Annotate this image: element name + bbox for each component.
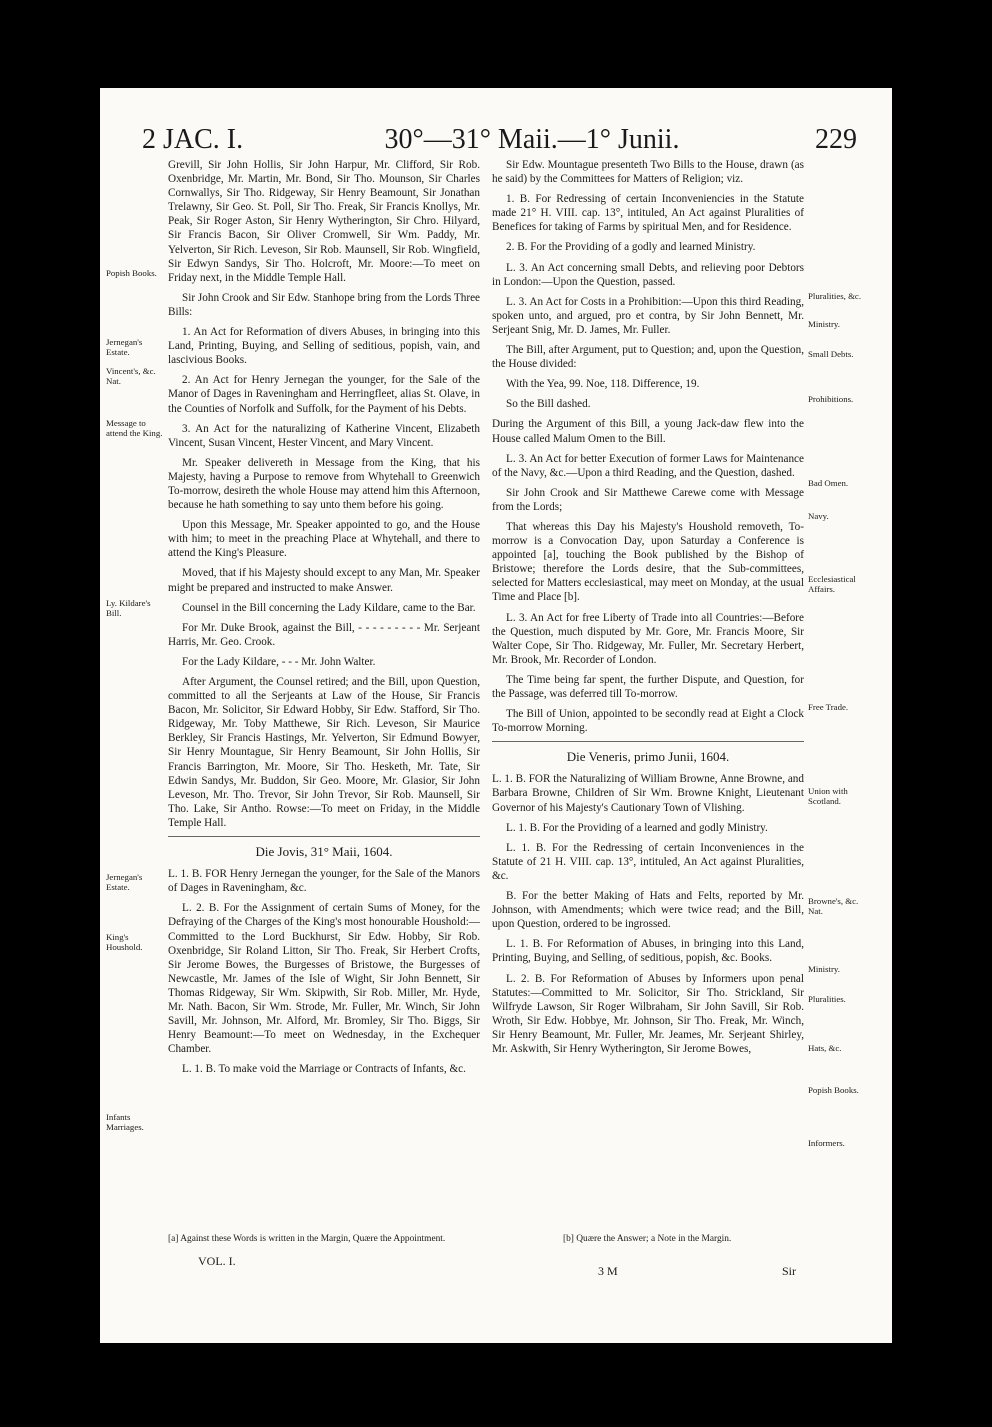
margin-note: Infants Marriages. — [106, 1112, 144, 1132]
paragraph: Sir John Crook and Sir Matthewe Carewe come with Message from the Lords; — [492, 486, 804, 513]
margin-note: Union with Scotland. — [808, 786, 848, 806]
paragraph: L. 3. An Act for better Execution of former Laws for Maintenance of the Navy, &c.—Upon a third Reading, and the Question, dashed. — [492, 452, 804, 479]
left-column-entries-2 — [168, 867, 480, 1076]
section-date: Die Veneris, primo Junii, 1604. — [566, 749, 730, 765]
paragraph: After Argument, the Counsel retired; and the Bill, upon Question, committed to all the Serjeants at Law of the House, Sir Francis Bacon, Mr. Solicitor, Sir Edward Hobby, Sir Edw. Stafford, Sir Tho. Ridgeway, Mr. Toby Matthewe, Sir Rich. Leveson, Sir Maurice Berkley, Sir Francis Hastings, Mr. Yelverton, Sir Edmund Bowyer, Sir Henry Mountague, Sir Henry Beamount, Sir John Hollis, Sir Francis Barrington, Mr. Moore, Sir Tho. Hesketh, Mr. Tate, Sir Edwin Sandys, Mr. Buddon, Sir Geo. Moore, Mr. Glasior, Sir John Leveson, Mr. Tho. Trevor, Sir John Trevor, Sir Rob. Maunsell, Sir Tho. Lake, Sir Antho. Rowse:—To meet on Friday, in the Middle Temple Hall. — [168, 676, 480, 829]
margin-note: Ly. Kildare's Bill. — [106, 598, 151, 618]
paragraph: During the Argument of this Bill, a young Jack-daw flew into the House called Malum Omen to the Bill. — [492, 418, 804, 445]
margin-note: Vincent's, &c. Nat. — [106, 366, 156, 386]
margin-note: Pluralities. — [808, 994, 846, 1004]
margin-note: King's Houshold. — [106, 932, 143, 952]
margin-note: Small Debts. — [808, 349, 854, 359]
paragraph: L. 1. B. To make void the Marriage or Contracts of Infants, &c. — [182, 1063, 466, 1076]
paragraph: For Mr. Duke Brook, against the Bill, - - - - - - - - - Mr. Serjeant Harris, Mr. Geo. Crook. — [168, 621, 480, 648]
footnote-a: [a] Against these Words is written in the Margin, Quære the Appointment. — [168, 1234, 446, 1244]
paragraph: L. 1. B. For the Providing of a learned and godly Ministry. — [506, 821, 768, 834]
margin-note: Browne's, &c. Nat. — [808, 896, 859, 916]
margin-note: Bad Omen. — [808, 478, 849, 488]
paragraph: Upon this Message, Mr. Speaker appointed to go, and the House with him; to meet in the preaching Place at Whytehall, and there to attend the King's Pleasure. — [168, 519, 480, 560]
running-head-left: 2 JAC. I. — [142, 124, 244, 155]
margin-note: Free Trade. — [808, 702, 849, 712]
paragraph: Moved, that if his Majesty should except to any Man, Mr. Speaker might be prepared and instructed to make Answer. — [168, 567, 480, 594]
paragraph: With the Yea, 99. Noe, 118. Difference, 19. — [506, 378, 700, 391]
paragraph: That whereas this Day his Majesty's Houshold removeth, To-morrow is a Convocation Day, upon Saturday a Conference is appointed [a], touching the Book published by the Bishop of Bristowe; therefore the Lords desire, that the Sub-committees, selected for Matters ecclesiastical, may meet on Monday, at the usual Time and Place [b]. — [492, 520, 804, 604]
paragraph: For the Lady Kildare, - - - Mr. John Walter. — [182, 655, 376, 668]
catchword: Sir — [782, 1264, 797, 1278]
paragraph: 1. B. For Redressing of certain Inconveniencies in the Statute made 21° H. VIII. cap. 13°, intituled, An Act against Pluralities of Benefices for taking of Farms by spiritual Men, and for Residence. — [492, 193, 804, 234]
left-column — [168, 158, 480, 1082]
margin-note: Popish Books. — [808, 1085, 859, 1095]
margin-note: Pluralities, &c. — [808, 291, 862, 301]
margin-note: Ministry. — [808, 964, 840, 974]
volume-mark: VOL. I. — [198, 1254, 236, 1268]
margin-note: Popish Books. — [106, 268, 157, 278]
margin-note: Jernegan's Estate. — [106, 872, 143, 892]
margin-note: Ministry. — [808, 319, 840, 329]
running-head-date: 30°—31° Maii.—1° Junii. — [384, 124, 680, 155]
document-page — [100, 88, 892, 1343]
right-column-entries — [492, 158, 804, 735]
margin-note: Informers. — [808, 1138, 845, 1148]
paragraph: The Bill of Union, appointed to be secondly read at Eight a Clock To-morrow Morning. — [492, 708, 804, 735]
paragraph: So the Bill dashed. — [506, 398, 591, 411]
margin-note: Hats, &c. — [808, 1043, 842, 1053]
section-rule — [168, 836, 480, 837]
paragraph: L. 1. B. FOR the Naturalizing of William Browne, Anne Browne, and Barbara Browne, Children of Sir Wm. Browne Knight, Lieutenant Governor of his Majesty's Cautionary Town of Vlishing. — [492, 773, 804, 814]
paragraph: L. 3. An Act concerning small Debts, and relieving poor Debtors in London:—Upon the Question, passed. — [492, 261, 804, 288]
page-number: 229 — [815, 124, 857, 155]
left-column-entries — [168, 158, 480, 830]
paragraph: 2. An Act for Henry Jernegan the younger, for the Sale of the Manor of Dages in Raveningham and Herringfleet, alias St. Olave, in the Counties of Norfolk and Suffolk, for the Payment of his Debts. — [168, 374, 480, 415]
margin-note: Ecclesiastical Affairs. — [808, 574, 856, 594]
margin-note: Jernegan's Estate. — [106, 337, 143, 357]
section-date: Die Jovis, 31° Maii, 1604. — [255, 844, 393, 860]
signature-mark: 3 M — [598, 1264, 618, 1278]
paragraph: Grevill, Sir John Hollis, Sir John Harpur, Mr. Clifford, Sir Rob. Oxenbridge, Mr. Martin, Mr. Bond, Sir Tho. Mounson, Sir Charles Cornwallys, Sir Tho. Ridgeway, Sir Henry Beamount, Sir Jonathan Trelawny, Sir Geo. St. Poll, Sir Tho. Freak, Sir Francis Knollys, Mr. Peak, Sir Roger Aston, Sir Henry Wytherington, Sir Chro. Hilyard, Sir Francis Bacon, Sir Oliver Cromwell, Sir Wm. Paddy, Mr. Yelverton, Sir Rich. Leveson, Sir Rob. Maunsell, Sir Rob. Wingfield, Sir Edwyn Sandys, Sir Tho. Holcroft, Mr. Moore:—To meet on Friday next, in the Middle Temple Hall. — [168, 159, 480, 284]
right-column-entries-2 — [492, 772, 804, 1056]
paragraph: L. 3. An Act for Costs in a Prohibition:—Upon this third Reading, spoken unto, and argued, pro et contra, by Sir John Bennett, Mr. Serjeant Snig, Mr. D. James, Mr. Fuller. — [492, 295, 804, 336]
paragraph: 2. B. For the Providing of a godly and learned Ministry. — [506, 241, 756, 254]
paragraph: B. For the better Making of Hats and Felts, reported by Mr. Johnson, with Amendments; which were twice read; and the Bill, upon Question, ordered to be ingrossed. — [492, 890, 804, 931]
paragraph: The Time being far spent, the further Dispute, and Question, for the Passage, was deferred till To-morrow. — [492, 673, 804, 700]
paragraph: Sir John Crook and Sir Edw. Stanhope bring from the Lords Three Bills: — [168, 291, 480, 318]
paragraph: The Bill, after Argument, put to Question; and, upon the Question, the House divided: — [492, 344, 804, 371]
paragraph: Counsel in the Bill concerning the Lady Kildare, came to the Bar. — [182, 601, 476, 614]
paragraph: L. 2. B. For Reformation of Abuses by Informers upon penal Statutes:—Committed to Mr. Solicitor, Sir Tho. Strickland, Sir Wilfryde Lawson, Sir Roger Wilbraham, Sir John Savill, Sir Rob. Wroth, Sir Edw. Hobbye, Mr. Johnson, Sir Tho. Freak, Mr. Winch, Sir Henry Beamount, Mr. Fuller, Mr. Jeames, Mr. Serjeant Shirley, Mr. Askwith, Sir Henry Wytherington, Sir Jerome Bowes, — [492, 972, 804, 1055]
paragraph: L. 1. B. For Reformation of Abuses, in bringing into this Land, Printing, Buying, and Selling, of seditious, popish, &c. Books. — [492, 938, 804, 965]
paragraph: Sir Edw. Mountague presenteth Two Bills to the House, drawn (as he said) by the Committees for Matters of Religion; viz. — [492, 159, 804, 186]
paragraph: L. 1. B. For the Redressing of certain Inconveniences in the Statute of 21 H. VIII. cap. 13°, intituled, An Act against Pluralities, &c. — [492, 841, 804, 882]
paragraph: Mr. Speaker delivereth in Message from the King, that his Majesty, having a Purpose to remove from Whytehall to Greenwich To-morrow, desireth the whole House may attend him this Afternoon, because he hath something to say unto them before his going. — [168, 456, 480, 512]
section-rule — [492, 741, 804, 742]
paragraph: L. 1. B. FOR Henry Jernegan the younger, for the Sale of the Manors of Dages in Raveningham, &c. — [168, 868, 480, 895]
margin-note: Navy. — [808, 511, 829, 521]
right-column — [492, 158, 804, 1062]
paragraph: L. 3. An Act for free Liberty of Trade into all Countries:—Before the Question, much disputed by Mr. Gore, Mr. Francis Moore, Sir Walter Cope, Sir Tho. Ridgeway, Mr. Fuller, Mr. Secretary Herbert, Mr. Brook, Mr. Recorder of London. — [492, 611, 804, 666]
footnote-b: [b] Quære the Answer; a Note in the Margin. — [563, 1234, 732, 1244]
paragraph: L. 2. B. For the Assignment of certain Sums of Money, for the Defraying of the Charges of the King's most honourable Houshold:—Committed to the Lord Buckhurst, Sir Edw. Hobby, Sir Rob. Oxenbridge, Sir Roland Litton, Sir Tho. Freak, Sir Herbert Crofts, Sir Jerome Bowes, the Burgesses of Bristowe, the Burgesses of Newcastle, Mr. James of the Isle of Wight, Sir John Bennett, Sir Thomas Ridgeway, Sir Wm. Skipwith, Sir Rob. Miller, Mr. Hyde, Mr. Nath. Bacon, Sir Wm. Strode, Mr. Fuller, Mr. Winch, Sir John Savill, Mr. Johnson, Mr. Alford, Mr. Bromley, Sir Tho. Biggs, Sir Henry Beamount:—To meet on Wednesday, in the Exchequer Chamber. — [168, 902, 480, 1056]
paragraph: 1. An Act for Reformation of divers Abuses, in bringing into this Land, Printing, Buying, and Selling of seditious, popish, vain, and lascivious Books. — [168, 326, 480, 367]
paragraph: 3. An Act for the naturalizing of Katherine Vincent, Elizabeth Vincent, Susan Vincent, Hester Vincent, and Mary Vincent. — [168, 422, 480, 449]
margin-note: Message to attend the King. — [106, 418, 163, 438]
margin-note: Prohibitions. — [808, 394, 854, 404]
page-header — [142, 124, 857, 158]
